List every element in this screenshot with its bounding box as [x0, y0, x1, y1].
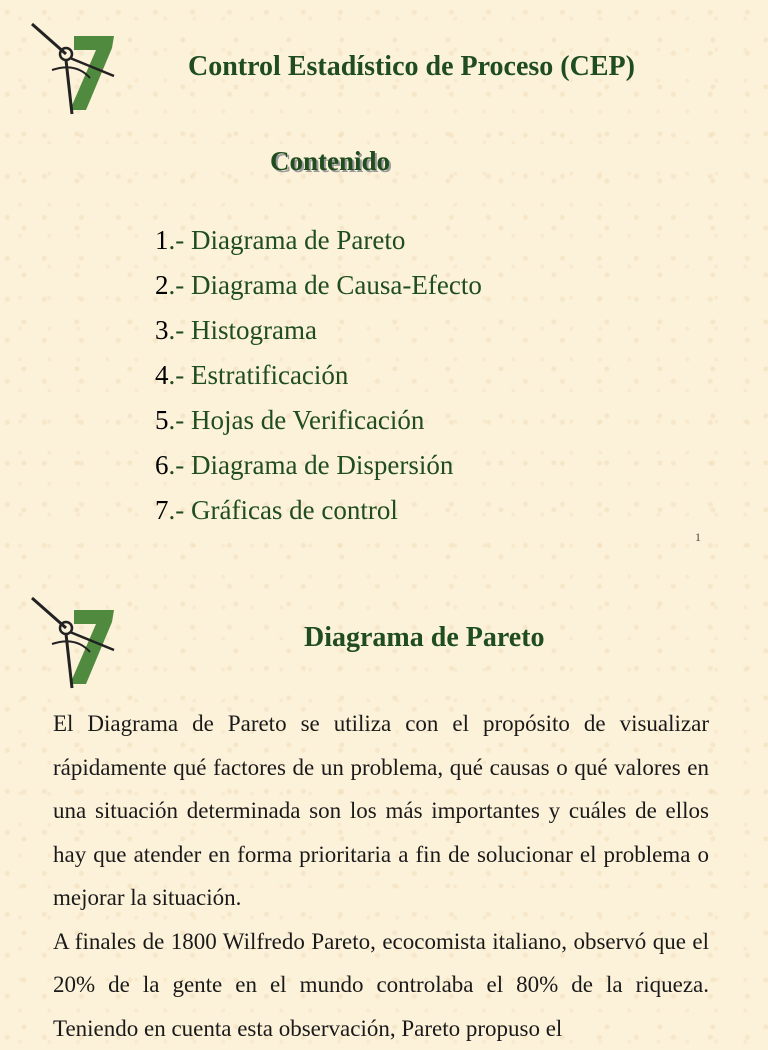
- page-number: 1: [695, 530, 701, 545]
- compass-seven-icon: [22, 18, 122, 118]
- list-item: 4.- Estratificación: [155, 355, 482, 400]
- slide-title: Control Estadístico de Proceso (CEP): [188, 51, 635, 83]
- paragraph: El Diagrama de Pareto se utiliza con el propósito de visualizar rápidamente qué factores de un problema, qué causas o qué valores en una situación determinada son los más importantes y cuáles de ellos hay que atender en forma prioritaria a fin de solucionar el problema o mejorar la situación.: [53, 702, 709, 920]
- list-item: 6.- Diagrama de Dispersión: [155, 445, 482, 490]
- slide-2: [0, 575, 768, 1024]
- paragraph: A finales de 1800 Wilfredo Pareto, ecocomista italiano, observó que el 20% de la gente en el mundo controlaba el 80% de la riqueza. Teniendo en cuenta esta observación, Pareto propuso el: [53, 920, 709, 1050]
- list-item: 5.- Hojas de Verificación: [155, 400, 482, 445]
- list-item: 2.- Diagrama de Causa-Efecto: [155, 265, 482, 310]
- body-text: [53, 702, 709, 1050]
- list-item: 1.- Diagrama de Pareto: [155, 220, 482, 265]
- contents-list: [155, 220, 482, 535]
- list-item: 3.- Histograma: [155, 310, 482, 355]
- slide-title: Diagrama de Pareto: [304, 622, 545, 654]
- list-item: 7.- Gráficas de control: [155, 490, 482, 535]
- contents-heading: Contenido: [270, 146, 390, 177]
- compass-seven-icon: [22, 592, 122, 692]
